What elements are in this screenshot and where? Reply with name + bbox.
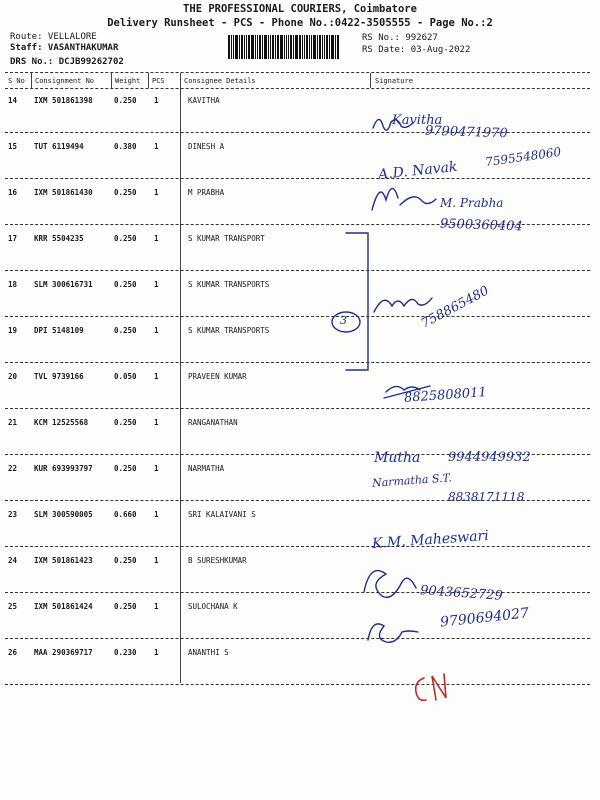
page-title: THE PROFESSIONAL COURIERS, Coimbatore [183,3,417,15]
row-consignee: S KUMAR TRANSPORT [188,234,265,243]
row-weight: 0.250 [114,96,137,105]
row-pcs: 1 [154,372,159,381]
staff-label: Staff: VASANTHAKUMAR [10,43,119,53]
row-sno: 19 [8,326,18,335]
row-pcs: 1 [154,556,159,565]
row-consignee: S KUMAR TRANSPORTS [188,326,270,335]
rs-date: RS Date: 03-Aug-2022 [362,45,471,55]
col-weight: Weight [115,77,141,85]
row-sno: 14 [8,96,18,105]
row-pcs: 1 [154,234,159,243]
row-weight: 0.250 [114,234,137,243]
row-sno: 24 [8,556,18,565]
row-weight: 0.250 [114,556,137,565]
row-weight: 0.250 [114,602,137,611]
row-consignee: PRAVEEN KUMAR [188,372,247,381]
row-consignee: SRI KALAIVANI S [188,510,256,519]
row-consignee: NARMATHA [188,464,225,473]
row-sno: 25 [8,602,18,611]
signature-s14-phone: 9790471970 [424,123,508,142]
circle-mark: 3 [340,314,347,327]
signature-s25-phone: 9790694027 [439,605,530,631]
row-pcs: 1 [154,142,159,151]
row-pcs: 1 [154,280,159,289]
row-consignment-no: MAA 290369717 [34,648,93,657]
row-sno: 20 [8,372,18,381]
signature-s16-phone: 9500360404 [439,216,523,235]
signature-s23-name: K.M. Maheswari [371,527,490,553]
row-weight: 0.250 [114,418,137,427]
row-weight: 0.250 [114,464,137,473]
col-signature: Signature [375,77,413,85]
row-consignment-no: TVL 9739166 [34,372,84,381]
row-weight: 0.250 [114,326,137,335]
row-consignment-no: IXM 501861424 [34,602,93,611]
rs-number: RS No.: 992627 [362,33,438,43]
row-pcs: 1 [154,602,159,611]
row-consignment-no: IXM 501861423 [34,556,93,565]
row-consignee: S KUMAR TRANSPORTS [188,280,270,289]
signature-s21-phone: 9944949932 [448,450,531,465]
row-weight: 0.250 [114,188,137,197]
row-consignment-no: KCM 12525568 [34,418,89,427]
row-sno: 17 [8,234,18,243]
row-consignment-no: SLM 300616731 [34,280,93,289]
row-pcs: 1 [154,96,159,105]
row-consignment-no: IXM 501861398 [34,96,93,105]
row-sno: 22 [8,464,18,473]
row-pcs: 1 [154,188,159,197]
row-consignee: DINESH A [188,142,225,151]
row-weight: 0.250 [114,280,137,289]
col-pcs: PCS [152,77,165,85]
signature-s21-name: Mutha [374,450,421,466]
row-consignee: RANGANATHAN [188,418,238,427]
row-consignment-no: SLM 300590005 [34,510,93,519]
row-pcs: 1 [154,464,159,473]
row-consignee: KAVITHA [188,96,220,105]
row-sno: 16 [8,188,18,197]
row-pcs: 1 [154,648,159,657]
row-consignment-no: KUR 693993797 [34,464,93,473]
row-sno: 15 [8,142,18,151]
signature-s15-name: A.D. Navak [377,158,459,184]
col-consignee: Consignee Details [184,77,256,85]
row-weight: 0.660 [114,510,137,519]
page-subtitle: Delivery Runsheet - PCS - Phone No.:0422-3505555 - Page No.:2 [107,17,493,29]
row-weight: 0.050 [114,372,137,381]
row-consignment-no: KRR 5504235 [34,234,84,243]
row-sno: 18 [8,280,18,289]
row-weight: 0.230 [114,648,137,657]
signature-s20-phone: 8825808011 [403,385,488,406]
col-consignment: Consignment No [35,77,95,85]
row-consignee: SULOCHANA K [188,602,238,611]
route-label: Route: VELLALORE [10,32,97,42]
row-consignee: M PRABHA [188,188,225,197]
row-pcs: 1 [154,418,159,427]
signature-s15-phone: 7595548060 [484,144,562,170]
row-sno: 26 [8,648,18,657]
drs-number: DRS No.: DCJB99262702 [10,57,124,67]
row-consignee: ANANTHI S [188,648,229,657]
signature-s16-name: M. Prabha [440,196,504,210]
row-consignee: B SURESHKUMAR [188,556,247,565]
signature-s14-name: Kavitha [392,113,443,128]
col-sno: S No [8,77,25,85]
row-consignment-no: IXM 501861430 [34,188,93,197]
row-consignment-no: DPI 5148109 [34,326,84,335]
signature-s22-name: Narmatha S.T. [371,471,453,490]
row-weight: 0.380 [114,142,137,151]
row-consignment-no: TUT 6119494 [34,142,84,151]
signature-s17-19-phone: 758865480 [418,283,492,332]
row-sno: 21 [8,418,18,427]
row-pcs: 1 [154,510,159,519]
signature-s24-phone: 9043652729 [419,583,504,604]
row-sno: 23 [8,510,18,519]
signature-s22-phone: 8838171118 [448,490,525,504]
row-pcs: 1 [154,326,159,335]
